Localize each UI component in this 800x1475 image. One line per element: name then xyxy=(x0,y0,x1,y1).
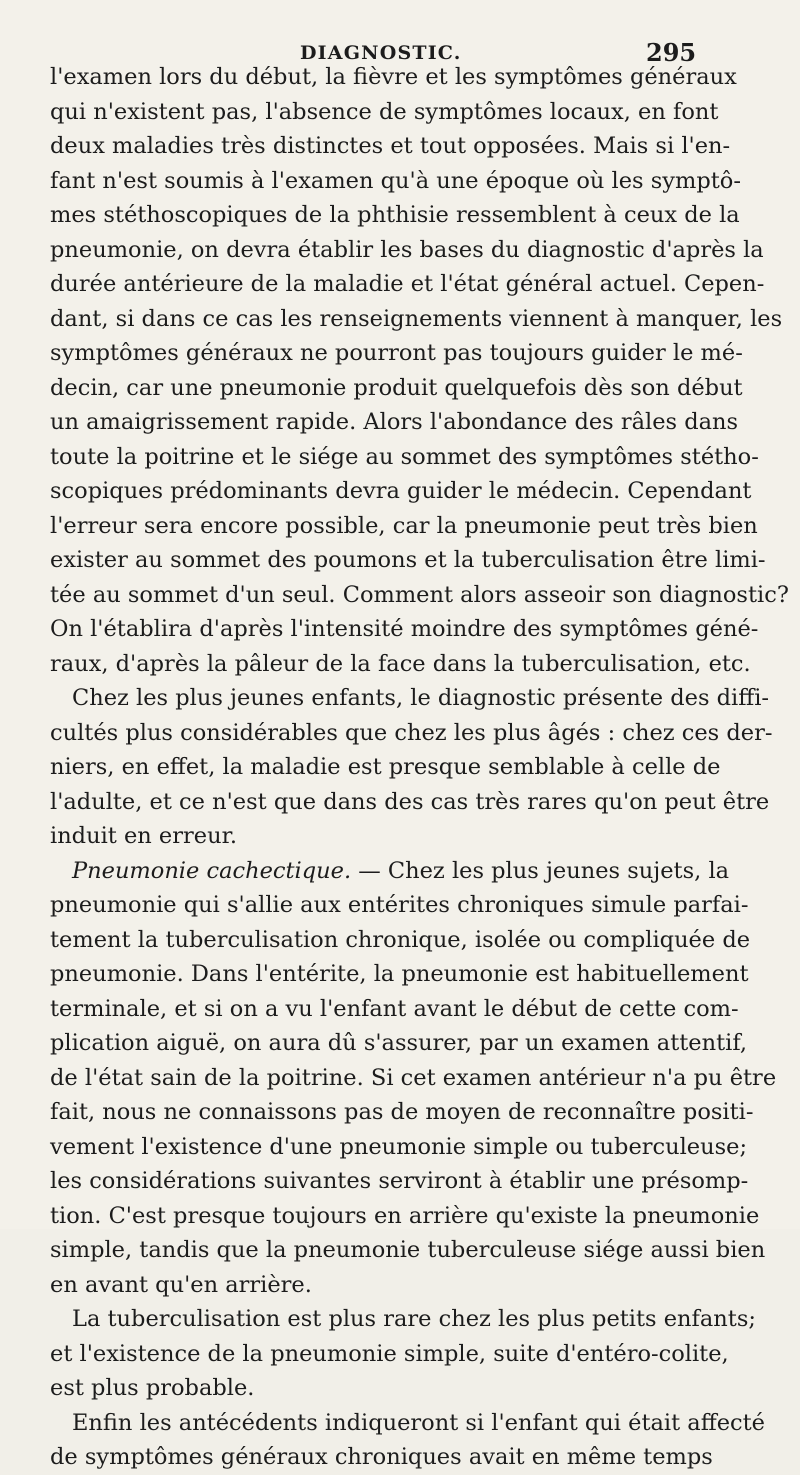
text-line: scopiques prédominants devra guider le médecin. Cependant xyxy=(50,478,752,504)
text-line: Enfin les antécédents indiqueront si l'enfant qui était affecté xyxy=(72,1409,765,1436)
text-line: exister au sommet des poumons et la tuberculisation être limi- xyxy=(50,547,766,573)
text-line: simple, tandis que la pneumonie tuberculeuse siége aussi bien xyxy=(50,1237,766,1263)
text-line: Chez les plus jeunes enfants, le diagnostic présente des diffi- xyxy=(72,685,770,711)
text-line: qui n'existent pas, l'absence de symptômes locaux, en font xyxy=(50,98,719,125)
text-line: tement la tuberculisation chronique, isolée ou compliquée de xyxy=(50,926,751,953)
text-line: induit en erreur. xyxy=(50,823,237,849)
text-line: fant n'est soumis à l'examen qu'à une époque où les symptô- xyxy=(50,167,741,194)
text-line: l'examen lors du début, la fièvre et les symptômes généraux xyxy=(50,64,737,90)
body-text xyxy=(50,60,789,1475)
text-line: toute la poitrine et le siége au sommet des symptômes stétho- xyxy=(50,443,759,470)
text-line: — Chez les plus jeunes sujets, la xyxy=(351,857,730,884)
text-line: de symptômes généraux chroniques avait en même temps xyxy=(50,1444,713,1470)
text-line: et l'existence de la pneumonie simple, suite d'entéro-colite, xyxy=(50,1340,729,1367)
text-line: pneumonie, on devra établir les bases du diagnostic d'après la xyxy=(50,236,764,263)
text-line: l'erreur sera encore possible, car la pneumonie peut très bien xyxy=(50,512,758,539)
text-line: en avant qu'en arrière. xyxy=(50,1271,312,1298)
section-heading-line xyxy=(50,854,730,889)
text-line: fait, nous ne connaissons pas de moyen de reconnaître positi- xyxy=(50,1099,754,1125)
text-line: les considérations suivantes serviront à établir une présomp- xyxy=(50,1168,749,1194)
running-title: DIAGNOSTIC. xyxy=(300,42,462,64)
text-line: raux, d'après la pâleur de la face dans la tuberculisation, etc. xyxy=(50,650,751,677)
text-line: vement l'existence d'une pneumonie simple ou tuberculeuse; xyxy=(50,1133,748,1160)
text-line: pneumonie qui s'allie aux entérites chroniques simule parfai- xyxy=(50,892,749,918)
text-line: durée antérieure de la maladie et l'état général actuel. Cepen- xyxy=(50,271,765,297)
text-line: dant, si dans ce cas les renseignements viennent à manquer, les xyxy=(50,305,783,332)
text-line: deux maladies très distinctes et tout opposées. Mais si l'en- xyxy=(50,133,731,159)
text-line: tée au sommet d'un seul. Comment alors asseoir son diagnostic? xyxy=(50,581,789,608)
page-number: 295 xyxy=(646,38,697,67)
text-line: cultés plus considérables que chez les plus âgés : chez ces der- xyxy=(50,719,773,746)
text-line: La tuberculisation est plus rare chez les plus petits enfants; xyxy=(72,1306,756,1332)
text-line: plication aiguë, on aura dû s'assurer, par un examen attentif, xyxy=(50,1030,748,1056)
text-line: mes stéthoscopiques de la phthisie ressemblent à ceux de la xyxy=(50,202,740,228)
section-heading: Pneumonie cachectique. xyxy=(72,857,352,884)
text-line: terminale, et si on a vu l'enfant avant le début de cette com- xyxy=(50,995,739,1022)
text-line: l'adulte, et ce n'est que dans des cas très rares qu'on peut être xyxy=(50,788,770,815)
text-line: decin, car une pneumonie produit quelquefois dès son début xyxy=(50,374,743,401)
text-line: un amaigrissement rapide. Alors l'abondance des râles dans xyxy=(50,409,739,435)
text-line: est plus probable. xyxy=(50,1375,255,1401)
text-line: tion. C'est presque toujours en arrière qu'existe la pneumonie xyxy=(50,1202,760,1229)
text-line: symptômes généraux ne pourront pas toujours guider le mé- xyxy=(50,340,743,366)
text-line: niers, en effet, la maladie est presque semblable à celle de xyxy=(50,754,721,780)
text-line: de l'état sain de la poitrine. Si cet examen antérieur n'a pu être xyxy=(50,1064,777,1091)
text-line: pneumonie. Dans l'entérite, la pneumonie est habituellement xyxy=(50,961,749,987)
text-line: On l'établira d'après l'intensité moindre des symptômes géné- xyxy=(50,616,759,642)
